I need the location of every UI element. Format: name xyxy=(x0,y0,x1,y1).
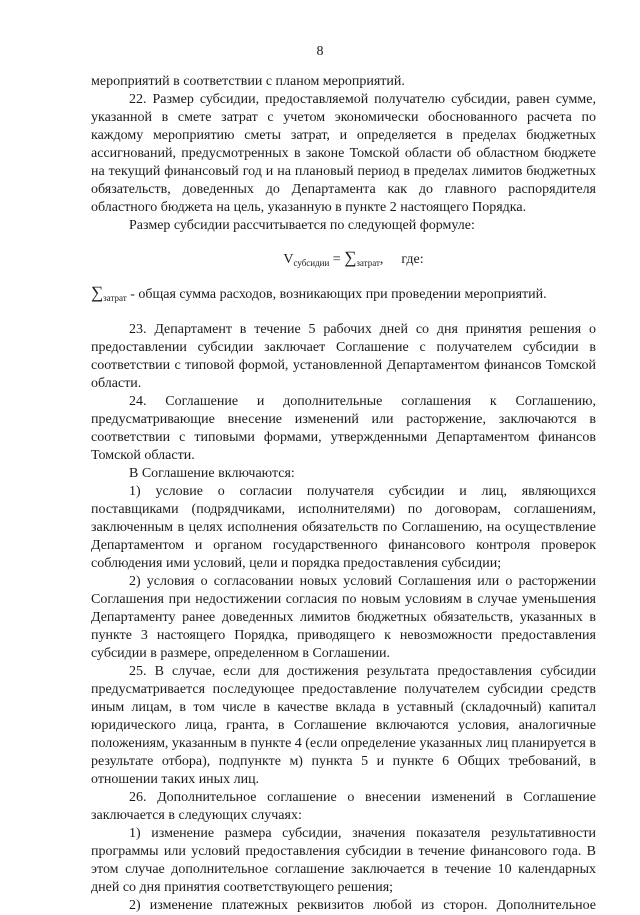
legend-text: - общая сумма расходов, возникающих при проведении мероприятий. xyxy=(126,287,547,302)
paragraph: 26. Дополнительное соглашение о внесении изменений в Соглашение заключается в следующих случаях: xyxy=(91,790,596,823)
paragraph: 24. Соглашение и дополнительные соглашения к Соглашению, предусматривающие внесение изменений или расторжение, заключаются в соответствии с типовыми формами, утвержденными Департаментом финансов Томской области. xyxy=(91,394,596,463)
formula-lhs: V xyxy=(283,252,294,267)
document-body xyxy=(91,73,596,915)
formula-lhs-subscript: субсидии xyxy=(293,258,330,268)
paragraph: 2) условия о согласовании новых условий Соглашения или о расторжении Соглашения при недостижении согласия по новым условиям в случае уменьшения Департаменту ранее доведенных лимитов бюджетных обязательств, указанных в пункте 3 настоящего Порядка, приводящего к невозможности предоставления субсидии в размере, определенном в Соглашении. xyxy=(91,574,596,661)
legend-sigma: ∑ xyxy=(91,283,104,302)
paragraph: Размер субсидии рассчитывается по следующей формуле: xyxy=(129,218,475,233)
paragraph: мероприятий в соответствии с планом мероприятий. xyxy=(91,74,405,89)
paragraph: 2) изменение платежных реквизитов любой из сторон. Дополнительное xyxy=(129,898,596,913)
formula-tail: , xyxy=(379,252,384,267)
formula-where: где: xyxy=(401,252,424,267)
formula-equals: = xyxy=(329,252,345,267)
paragraph: 23. Департамент в течение 5 рабочих дней со дня принятия решения о предоставлении субсидии заключает Соглашение с получателем субсидии в соответствии с типовой формой, установленной Департаментом финансов Томской области. xyxy=(91,322,596,391)
formula-sigma: ∑ xyxy=(344,248,357,267)
paragraphs-after-formula xyxy=(91,321,596,915)
paragraph: 25. В случае, если для достижения результата предоставления субсидии предусматривается последующее предоставление получателем субсидии средств иным лицам, в том числе в качестве вклада в уставный (складочный) капитал юридического лица, гранта, в Соглашение включаются условия, аналогичные положениям, указанным в пункте 4 (если определение указанных лиц планируется в результате отбора), подпункте м) пункта 5 и пункте 6 Общих требований, в отношении таких иных лиц. xyxy=(91,664,596,787)
paragraphs-before-formula xyxy=(91,73,596,235)
formula-rhs-subscript: затрат xyxy=(356,258,380,268)
paragraph: 1) условие о согласии получателя субсидии и лиц, являющихся поставщиками (подрядчиками, исполнителями) по договорам, соглашениям, заключенным в целях исполнения обязательств по Соглашению, на осуществление Департаментом и органом государственного финансового контроля проверок соблюдения ими условий, цели и порядка предоставления субсидии; xyxy=(91,484,596,571)
legend-subscript: затрат xyxy=(103,293,127,303)
page-number: 8 xyxy=(316,44,324,59)
paragraph: 1) изменение размера субсидии, значения показателя результативности программы или условий предоставления субсидии в течение финансового года. В этом случае дополнительное соглашение заключается в течение 10 календарных дней со дня принятия соответствующего решения; xyxy=(91,826,596,895)
formula-legend xyxy=(91,284,596,307)
subsidy-formula xyxy=(91,249,596,272)
paragraph: В Соглашение включаются: xyxy=(129,466,295,481)
paragraph: 22. Размер субсидии, предоставляемой получателю субсидии, равен сумме, указанной в смете затрат с учетом экономически обоснованного расчета по каждому мероприятию сметы затрат, и определяется в пределах бюджетных ассигнований, предусмотренных в законе Томской области об областном бюджете на текущий финансовый год и на плановый период в пределах лимитов бюджетных обязательств, доведенных до Департамента как до главного распорядителя областного бюджета на цель, указанную в пункте 2 настоящего Порядка. xyxy=(91,92,596,215)
